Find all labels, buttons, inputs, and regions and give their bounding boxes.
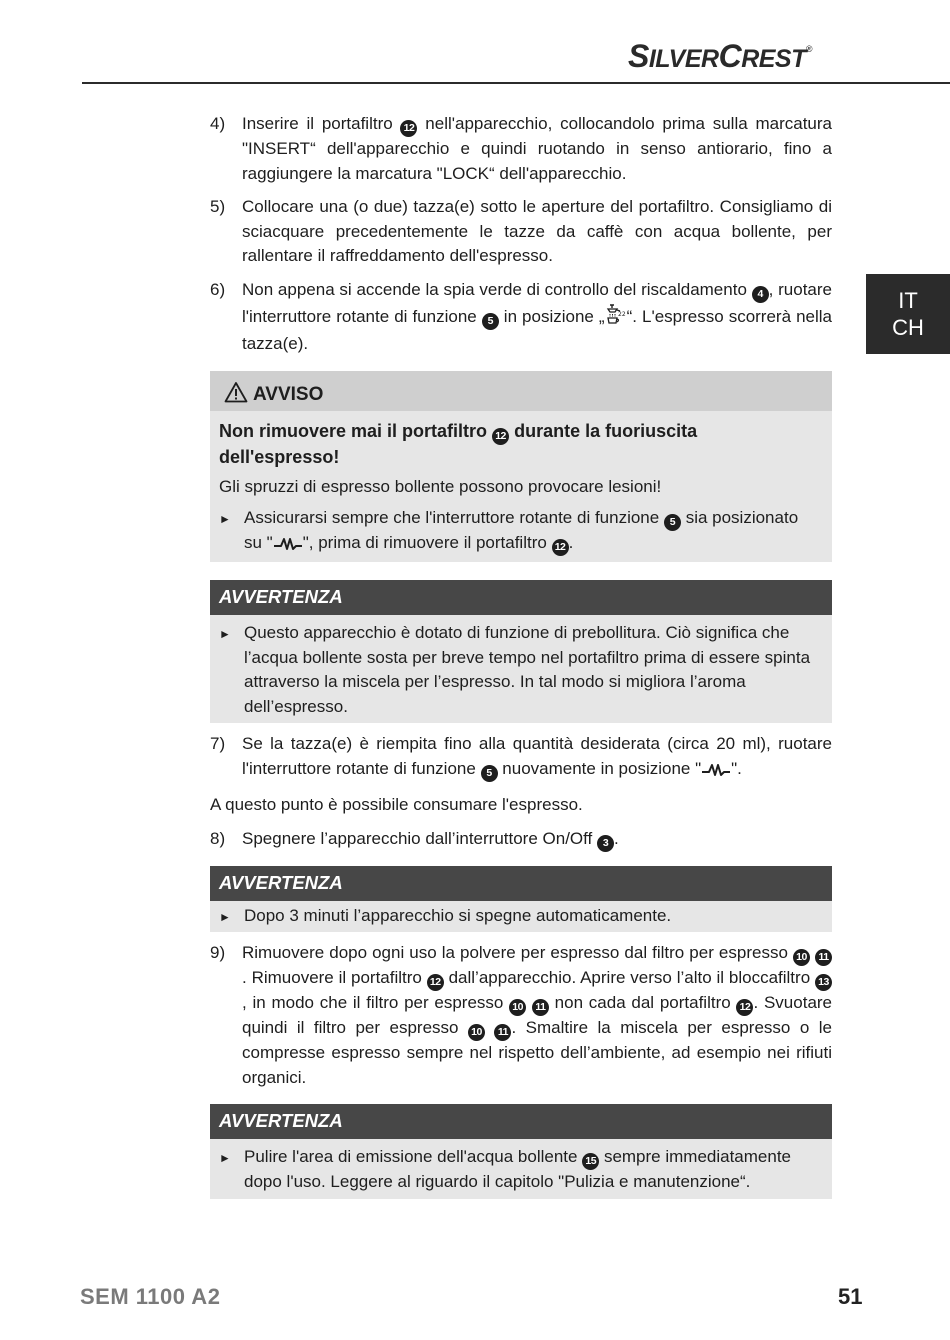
svg-text:22: 22: [617, 310, 626, 318]
step-number: 5): [210, 197, 226, 216]
circled-number-icon: 12: [552, 539, 569, 556]
circled-number-icon: 5: [482, 313, 499, 330]
espresso-cup-icon: [605, 303, 627, 333]
step-text: Rimuovere dopo ogni uso la polvere per espresso dal filtro per espresso 10 11. Rimuovere il portafiltro 12 dall’apparecchio. Aprire verso l’alto il bloccafiltro 13, in modo che il filtro per espresso 10 11 non cada dal portafiltro 12 . Svuotare quindi il filtro per espresso 10 11 . Smaltire la miscela per espresso o le compresse espresso sempre nel rispetto dell’ambiente, ad esempio nei rifiuti organici.: [242, 943, 833, 1087]
step-6: [210, 278, 832, 357]
step-4: [210, 112, 832, 186]
step-text: Collocare una (o due) tazza(e) sotto le aperture del portafiltro. Consigliamo di sciacquare precedentemente le tazze da caffè con acqua bollente, per rallentare il raffreddamento dell'espresso.: [242, 197, 832, 265]
step-8: [210, 827, 832, 852]
language-tab: [866, 274, 950, 354]
language-code-it: IT: [898, 288, 918, 313]
warning-body: [210, 411, 832, 563]
circled-number-icon: 13: [815, 974, 832, 991]
notice-body: [210, 615, 832, 723]
warning-header: [210, 371, 832, 411]
circled-number-icon: 11: [532, 999, 549, 1016]
circled-number-icon: 15: [582, 1153, 599, 1170]
arrow-bullet-icon: [219, 904, 244, 930]
warning-box: [210, 371, 832, 563]
header-rule: [82, 82, 950, 84]
notice-bullet: ► Dopo 3 minuti l’apparecchio si spegne automaticamente.: [219, 904, 820, 930]
step-number: 9): [210, 943, 226, 962]
notice-body: [210, 901, 832, 933]
language-code-ch: CH: [892, 315, 924, 340]
notice-box-cleaning: [210, 1104, 832, 1199]
step-number: 7): [210, 734, 226, 753]
circled-number-icon: 10: [793, 949, 810, 966]
step-number: 8): [210, 828, 226, 848]
notice-body: [210, 1139, 832, 1199]
brand-logo: SILVERCREST®: [628, 38, 813, 74]
footer-model: SEM 1100 A2: [80, 1284, 221, 1309]
heating-wave-icon: [273, 534, 303, 559]
heating-wave-icon: [701, 760, 731, 785]
circled-number-icon: 3: [597, 835, 614, 852]
circled-number-icon: 5: [664, 514, 681, 531]
main-content: [210, 112, 832, 1208]
step-text: Se la tazza(e) è riempita fino alla quantità desiderata (circa 20 ml), ruotare l'interruttore rotante di funzione 5 nuovamente in posizione " ".: [242, 732, 832, 784]
page-number: 51: [838, 1284, 863, 1309]
circled-number-icon: 11: [815, 949, 832, 966]
warning-bullet: ► Assicurarsi sempre che l'interruttore rotante di funzione 5 sia posizionato su " ", prima di rimuovere il portafiltro 12 .: [219, 506, 820, 559]
arrow-bullet-icon: [219, 1145, 244, 1195]
step-text: Spegnere l’apparecchio dall’interruttore On/Off 3 .: [242, 827, 832, 852]
circled-number-icon: 10: [468, 1024, 485, 1041]
warning-title: Non rimuovere mai il portafiltro 12 durante la fuoriuscita dell'espresso!: [219, 420, 698, 467]
consume-note: A questo punto è possibile consumare l'espresso.: [210, 795, 583, 814]
circled-number-icon: 12: [427, 974, 444, 991]
circled-number-icon: 4: [752, 286, 769, 303]
circled-number-icon: 5: [481, 765, 498, 782]
notice-box-autooff: [210, 866, 832, 933]
circled-number-icon: 12: [492, 428, 509, 445]
notice-heading: AVVERTENZA: [210, 866, 832, 901]
circled-number-icon: 11: [494, 1024, 511, 1041]
notice-bullet: ► Pulire l'area di emissione dell'acqua bollente 15 sempre immediatamente dopo l'uso. Leggere al riguardo il capitolo "Pulizia e manutenzione“.: [219, 1145, 820, 1195]
step-7: [210, 732, 832, 784]
step-number: 4): [210, 114, 226, 133]
notice-heading: AVVERTENZA: [210, 580, 832, 615]
circled-number-icon: 12: [736, 999, 753, 1016]
notice-box-prebrewing: [210, 580, 832, 723]
circled-number-icon: 12: [400, 120, 417, 137]
arrow-bullet-icon: [219, 621, 244, 719]
circled-number-icon: 10: [509, 999, 526, 1016]
step-number: 6): [210, 279, 226, 299]
warning-text: Gli spruzzi di espresso bollente possono provocare lesioni!: [219, 477, 662, 496]
notice-heading: AVVERTENZA: [210, 1104, 832, 1139]
step-text: Non appena si accende la spia verde di controllo del riscaldamento 4 , ruotare l'interruttore rotante di funzione 5 in posizione „ 22 “. L'espresso scorrerà nella tazza(e).: [242, 279, 832, 353]
step-5: [210, 195, 832, 269]
arrow-bullet-icon: [219, 506, 244, 559]
warning-heading: AVVISO: [253, 383, 324, 405]
step-text: Inserire il portafiltro 12 nell'apparecchio, collocandolo prima sulla marcatura "INSERT“ dell'apparecchio e quindi ruotando in senso antiorario, fino a raggiungere la marcatura "LOCK“ dell'apparecchio.: [242, 114, 832, 183]
notice-bullet: ► Questo apparecchio è dotato di funzione di prebollitura. Ciò significa che l’acqua bollente sosta per breve tempo nel portafiltro prima di essere spinta attraverso la miscela per l’espresso. In tal modo si migliora l’aroma dell’espresso.: [219, 621, 820, 719]
step-9: [210, 941, 832, 1090]
warning-triangle-icon: [224, 381, 248, 409]
